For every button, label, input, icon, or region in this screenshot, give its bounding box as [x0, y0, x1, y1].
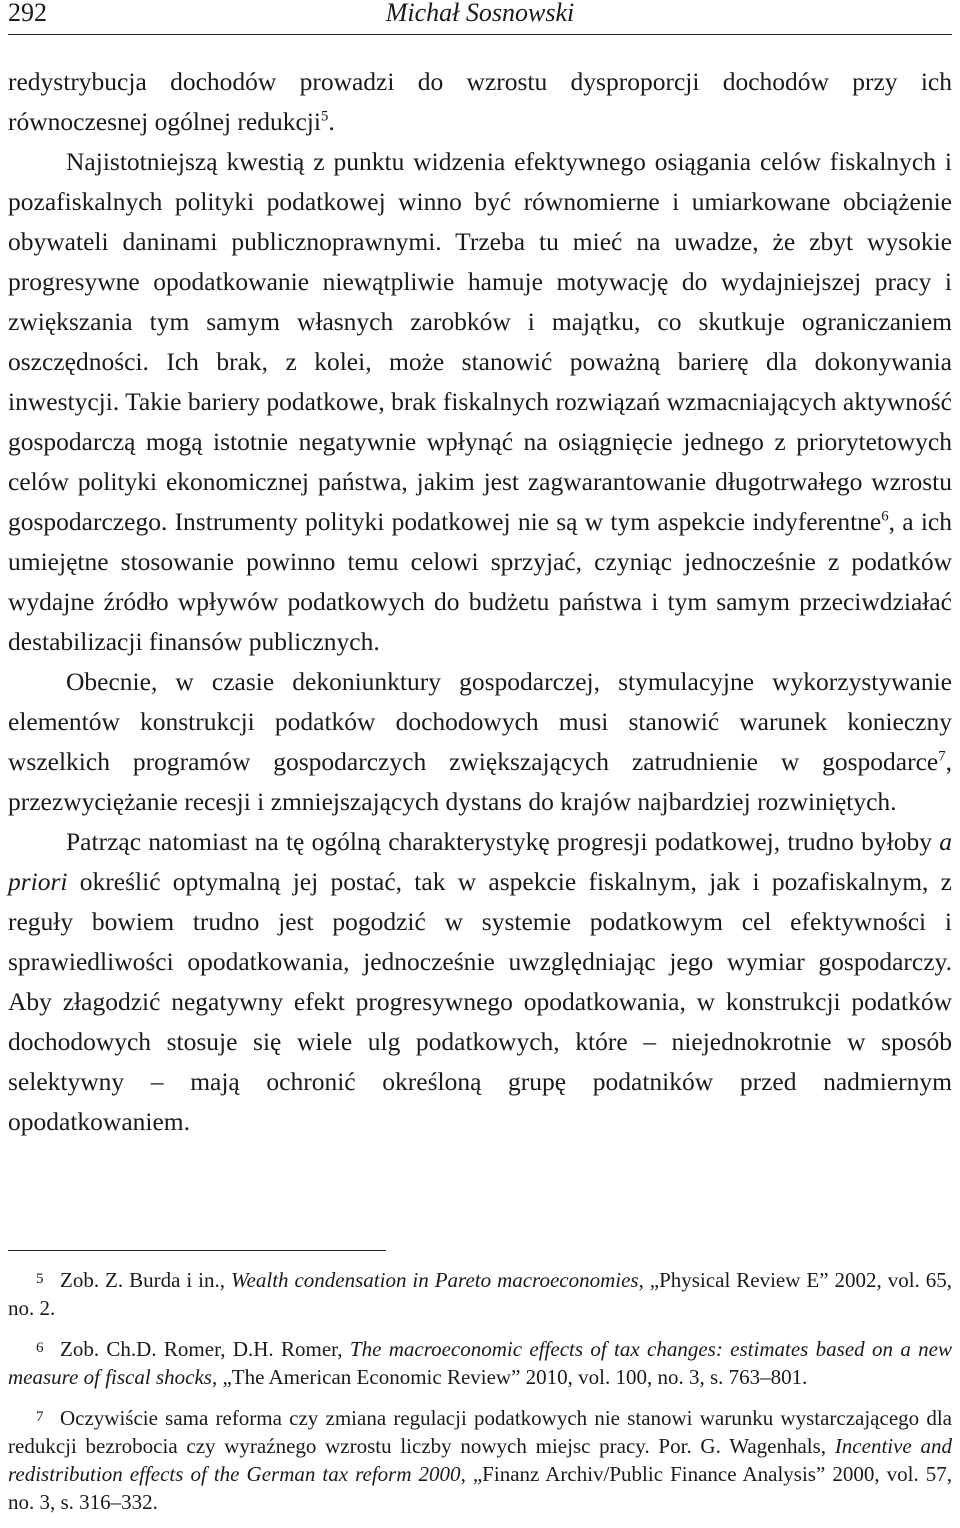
page-number: 292 [8, 0, 47, 27]
paragraph-text: Najistotniejszą kwestią z punktu widzenia efektywnego osiągania celów fiskalnych i pozafiskalnych polityki podatkowej winno być równomierne i umiarkowane obciążenie obywateli daninami publicznoprawnymi. Trzeba tu mieć na uwadze, że zbyt wysokie progresywne opodatkowanie niewątpliwie hamuje motywację do wydajniejszej pracy i zwiększania tym samym własnych zarobków i majątku, co skutkuje ograniczaniem oszczędności. Ich brak, z kolei, może stanowić poważną barierę dla dokonywania inwestycji. Takie bariery podatkowe, brak fiskalnych rozwiązań wzmacniających aktywność gospodarczą mogą istotnie negatywnie wpłynąć na osiągnięcie jednego z priorytetowych celów polityki ekonomicznej państwa, jakim jest zagwarantowanie długotrwałego wzrostu gospodarczego. Instrumenty polityki podatkowej nie są w tym aspekcie indyferentne [8, 147, 952, 536]
paragraph-italic: a priori [8, 827, 952, 896]
footnote-ref: 5 [320, 108, 329, 125]
paragraph-text: , a ich umiejętne stosowanie powinno temu celowi sprzyjać, czyniąc jednocześnie z podatków wydajne źródło wpływów podatkowych do budżetu państwa i tym samym przeciwdziałać destabilizacji finansów publicznych. [8, 507, 952, 656]
running-head-author: Michał Sosnowski [385, 0, 575, 27]
paragraph-text: . [328, 107, 335, 136]
footnote-text: Oczywiście sama reforma czy zmiana regulacji podatkowych nie stanowi warunku wystarczającego dla redukcji bezrobocia czy wyraźnego wzrostu liczby nowych miejsc pracy. Por. G. Wagenhals, [8, 1406, 952, 1458]
paragraph-text: określić optymalną jej postać, tak w aspekcie fiskalnym, jak i pozafiskalnym, z reguły bowiem trudno jest pogodzić w systemie podatkowym cel efektywności i sprawiedliwości opodatkowania, jednocześnie uwzględniając jego wymiar gospodarczy. Aby złagodzić negatywny efekt progresywnego opodatkowania, w konstrukcji podatków dochodowych stosuje się wiele ulg podatkowych, które – niejednokrotnie w sposób selektywny – mają ochronić określoną grupę podatników przed nadmiernym opodatkowaniem. [8, 867, 952, 1136]
footnote [8, 1265, 952, 1322]
paragraph-text: redystrybucja dochodów prowadzi do wzrostu dysproporcji dochodów przy ich równoczesnej ogólnej redukcji [8, 67, 952, 136]
paragraph-text: Obecnie, w czasie dekoniunktury gospodarczej, stymulacyjne wykorzystywanie elementów konstrukcji podatków dochodowych musi stanowić warunek konieczny wszelkich programów gospodarczych zwiększających zatrudnienie w gospodarce [8, 667, 952, 776]
footnote-ref: 7 [938, 748, 946, 765]
footnote [8, 1334, 952, 1391]
footnote [8, 1403, 952, 1516]
footnote-text: , „Finanz Archiv/Public Finance Analysis” 2000, vol. 57, no. 3, s. 316–332. [8, 1462, 952, 1514]
footnote-text: , „Physical Review E” 2002, vol. 65, no. 2. [8, 1268, 952, 1320]
footnote-separator [8, 1250, 386, 1251]
paragraph [8, 822, 952, 1142]
paragraph [8, 142, 952, 662]
paragraph-text: Patrząc natomiast na tę ogólną charakterystykę progresji podatkowej, trudno byłoby [66, 827, 940, 856]
footnote-number: 6 [36, 1340, 44, 1356]
footnote-italic: The macroeconomic effects of tax changes: estimates based on a new measure of fiscal shocks [8, 1337, 952, 1389]
footnote-ref: 6 [881, 508, 889, 525]
footnote-number: 7 [36, 1409, 44, 1425]
footnote-italic: Incentive and redistribution effects of the German tax reform 2000 [8, 1434, 952, 1486]
footnotes [8, 1265, 952, 1528]
body-text [8, 62, 952, 1142]
footnote-text: Zob. Ch.D. Romer, D.H. Romer, [60, 1337, 350, 1361]
footnote-text: , „The American Economic Review” 2010, vol. 100, no. 3, s. 763–801. [211, 1365, 808, 1389]
footnote-text: Zob. Z. Burda i in., [60, 1268, 231, 1292]
paragraph [8, 62, 952, 142]
paragraph [8, 662, 952, 822]
footnote-number: 5 [36, 1271, 44, 1287]
footnote-italic: Wealth condensation in Pareto macroeconomies [230, 1268, 639, 1292]
running-header [8, 0, 952, 35]
paragraph-text: , przezwyciężanie recesji i zmniejszających dystans do krajów najbardziej rozwiniętych. [8, 747, 952, 816]
